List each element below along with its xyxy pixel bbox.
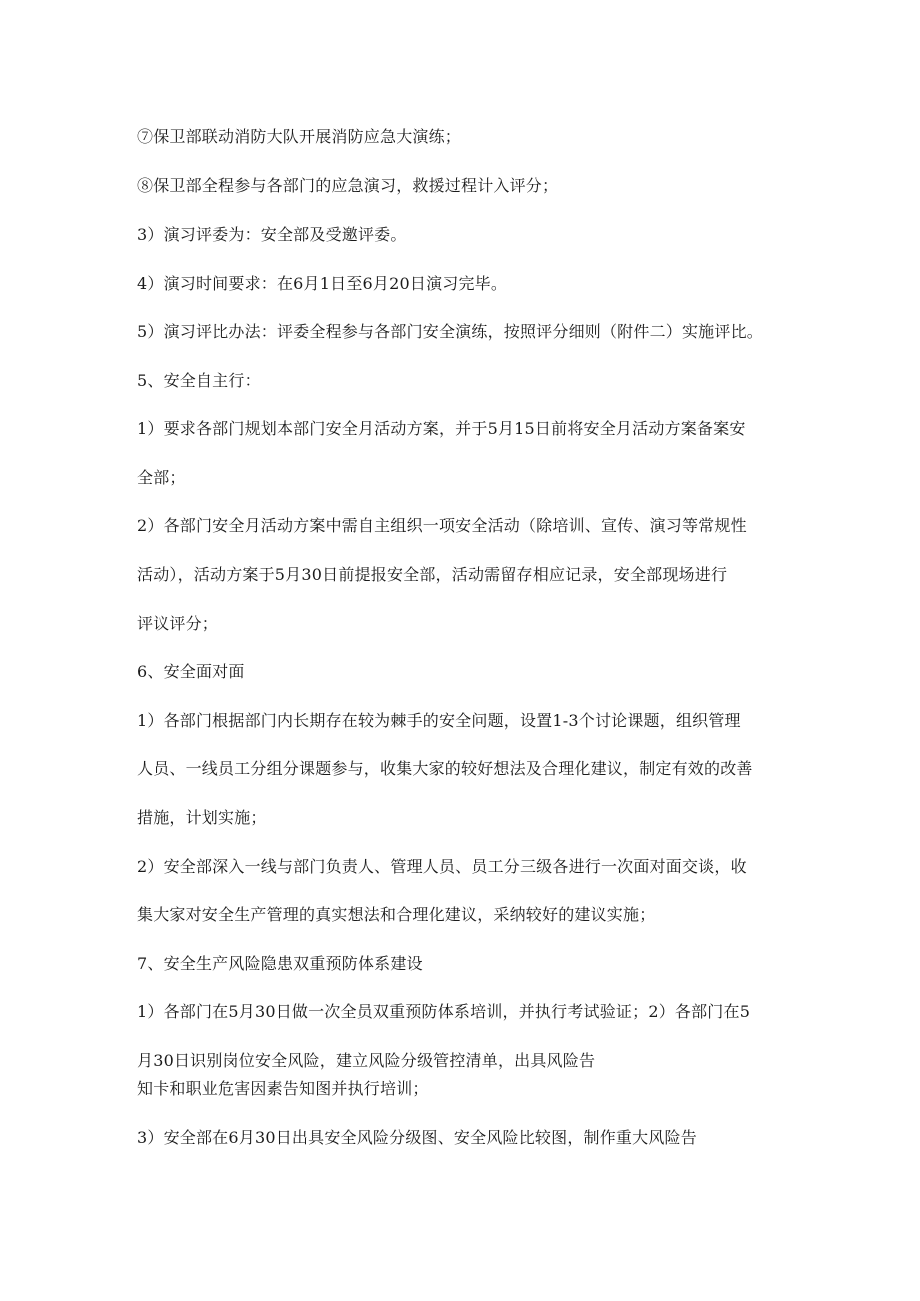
text-line: 措施，计划实施； xyxy=(137,808,267,827)
text-line: 全部； xyxy=(137,468,186,487)
text-line: 2）安全部深入一线与部门负责人、管理人员、员工分三级各进行一次面对面交谈，收 xyxy=(137,857,747,876)
section-heading: 5、安全自主行： xyxy=(137,371,261,390)
text-line: 1）要求各部门规划本部门安全月活动方案，并于5月15日前将安全月活动方案备案安 xyxy=(137,419,746,438)
text-line: 3）演习评委为：安全部及受邀评委。 xyxy=(137,225,407,244)
text-line: 集大家对安全生产管理的真实想法和合理化建议，采纳较好的建议实施； xyxy=(137,905,656,924)
text-line: 4）演习时间要求：在6月1日至6月20日演习完毕。 xyxy=(137,274,508,293)
text-line: 月30日识别岗位安全风险，建立风险分级管控清单，出具风险告 xyxy=(137,1051,596,1070)
text-line: 评议评分； xyxy=(137,614,219,633)
text-line: 3）安全部在6月30日出具安全风险分级图、安全风险比较图，制作重大风险告 xyxy=(137,1128,697,1147)
text-line: 知卡和职业危害因素告知图并执行培训； xyxy=(137,1079,429,1098)
text-line: 1）各部门在5月30日做一次全员双重预防体系培训，并执行考试验证；2）各部门在5 xyxy=(137,1002,751,1021)
text-line: 2）各部门安全月活动方案中需自主组织一项安全活动（除培训、宣传、演习等常规性 xyxy=(137,516,747,535)
section-heading: 7、安全生产风险隐患双重预防体系建设 xyxy=(137,954,423,973)
text-line: 5）演习评比办法：评委全程参与各部门安全演练，按照评分细则（附件二）实施评比。 xyxy=(137,322,763,341)
text-line: ⑧保卫部全程参与各部门的应急演习，救援过程计入评分； xyxy=(137,176,559,195)
text-line: 人员、一线员工分组分课题参与，收集大家的较好想法及合理化建议，制定有效的改善 xyxy=(137,759,753,778)
text-line: 1）各部门根据部门内长期存在较为棘手的安全问题，设置1-3个讨论课题，组织管理 xyxy=(137,711,741,730)
text-line: ⑦保卫部联动消防大队开展消防应急大演练； xyxy=(137,127,462,146)
section-heading: 6、安全面对面 xyxy=(137,662,245,681)
text-line: 活动），活动方案于5月30日前提报安全部，活动需留存相应记录，安全部现场进行 xyxy=(137,565,728,584)
